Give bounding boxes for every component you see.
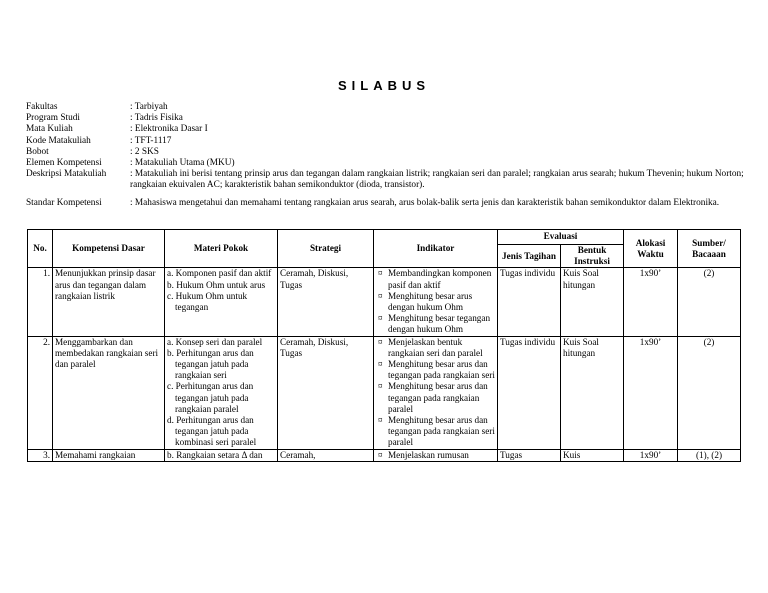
cell-no: 3. [28,449,53,461]
info-value: : 2 SKS [130,146,159,157]
cell-source: (2) [678,268,741,336]
info-value: : Elektronika Dasar I [130,124,208,135]
indicator-item: ¤ Menghitung besar arus dan tegangan pada rangkaian seri [378,359,495,381]
cell-indicator [374,449,498,461]
material-item: b. Hukum Ohm untuk arus [167,279,266,290]
bullet-icon: ¤ [378,381,383,392]
cell-strategy: Ceramah, Diskusi, Tugas [278,268,374,336]
indicator-item: ¤ Menghitung besar arus dengan hukum Ohm [378,290,473,313]
indicator-item: ¤ Membandingkan komponen pasif dan aktif [378,268,492,290]
info-course [26,124,746,135]
info-label: Kode Matakuliah [26,135,91,146]
header-no: No. [28,230,53,268]
header-strategy: Strategi [278,230,374,268]
material-item: b. Rangkaian setara Δ dan [167,449,263,460]
info-value: : Matakuliah Utama (MKU) [130,158,235,169]
table-row [28,268,741,336]
info-competency-element [26,158,746,169]
bullet-icon: ¤ [378,313,383,324]
info-course-description [26,169,746,191]
info-label: Fakultas [26,102,58,112]
cell-basic-competency: Menunjukkan prinsip dasar arus dan tegangan dalam rangkaian listrik [53,268,165,336]
cell-time-allocation: 1x90’ [624,268,678,336]
info-label: Elemen Kompetensi [26,158,102,169]
syllabus-table [27,229,741,462]
cell-assessment-type: Tugas individu [498,268,561,336]
material-item: b. Perhitungan arus dan tegangan jatuh pada rangkaian seri [167,347,254,381]
document-title: SILABUS [337,78,431,93]
bullet-icon: ¤ [378,268,383,279]
indicator-item: ¤ Menghitung besar arus dan tegangan pada rangkaian seri paralel [378,415,495,448]
material-item: a. Konsep seri dan paralel [167,336,263,347]
header-assessment-type: Jenis Tagihan [498,245,561,268]
indicator-item: ¤ Menjelaskan bentuk rangkaian seri dan paralel [378,336,483,358]
cell-main-material [165,268,278,336]
material-item: c. Hukum Ohm untuk tegangan [167,290,248,313]
cell-assessment-type: Tugas individu [498,336,561,449]
header-main-material: Materi Pokok [165,230,278,268]
info-label: Bobot [26,146,49,157]
header-indicator: Indikator [374,230,498,268]
cell-strategy: Ceramah, Diskusi, Tugas [278,336,374,449]
cell-no: 1. [28,268,53,336]
info-label: Mata Kuliah [26,124,73,135]
indicator-item: ¤ Menghitung besar arus dan tegangan pada rangkaian paralel [378,381,488,414]
bullet-icon: ¤ [378,359,383,370]
table-row [28,336,741,449]
material-item: d. Perhitungan arus dan tegangan jatuh pada kombinasi seri paralel [167,415,257,448]
cell-no: 2. [28,336,53,449]
cell-indicator [374,268,498,336]
header-basic-competency: Kompetensi Dasar [53,230,165,268]
cell-time-allocation: 1x90’ [624,336,678,449]
info-competency-standard [26,198,746,209]
info-value: : TFT-1117 [130,135,172,146]
bullet-icon: ¤ [378,290,383,301]
cell-source: (2) [678,336,741,449]
cell-instruction-form: Kuis Soal hitungan [561,336,624,449]
info-label: Deskripsi Matakuliah [26,169,107,180]
info-label: Program Studi [26,113,80,124]
cell-main-material [165,336,278,449]
header-source: Sumber/ Bacaaan [678,230,741,268]
header-evaluation: Evaluasi [498,230,624,245]
info-credits [26,147,746,158]
cell-instruction-form: Kuis Soal hitungan [561,268,624,336]
header-time-allocation: Alokasi Waktu [624,230,678,268]
cell-basic-competency: Menggambarkan dan membedakan rangkaian seri dan paralel [53,336,165,449]
material-item: a. Komponen pasif dan aktif [167,268,272,279]
cell-main-material [165,449,278,461]
cell-instruction-form: Kuis [561,449,624,461]
bullet-icon: ¤ [378,449,383,460]
info-value: : Tadris Fisika [130,113,183,124]
bullet-icon: ¤ [378,415,383,426]
cell-time-allocation: 1x90’ [624,449,678,461]
cell-basic-competency: Memahami rangkaian [53,449,165,461]
info-value: : Mahasiswa mengetahui dan memahami tentang rangkaian arus searah, arus bolak-balik serta jenis dan karakteristik bahan semikonduktor dalam Elektronika. [130,197,720,208]
info-study-program [26,113,746,124]
info-value: : Matakuliah ini berisi tentang prinsip arus dan tegangan dalam rangkaian listrik; rangkaian seri dan paralel; rangkaian arus searah; hukum Thevenin; hukum Norton; rangkaian ekuivalen AC; karakteristik bahan semikonduktor (dioda, transistor). [130,169,744,191]
info-label: Standar Kompetensi [26,197,102,208]
indicator-item: ¤ Menghitung besar tegangan dengan hukum Ohm [378,313,491,335]
cell-source: (1), (2) [678,449,741,461]
info-course-code [26,136,746,147]
info-faculty [26,102,746,113]
cell-indicator [374,336,498,449]
cell-strategy: Ceramah, [278,449,374,461]
info-value: : Tarbiyah [130,102,168,112]
material-item: c. Perhitungan arus dan tegangan jatuh pada rangkaian paralel [167,381,254,414]
header-instruction-form: Bentuk Instruksi [561,245,624,268]
table-row [28,449,741,461]
indicator-item: ¤ Menjelaskan rumusan [378,449,469,460]
course-info [26,102,746,209]
bullet-icon: ¤ [378,336,383,347]
cell-assessment-type: Tugas [498,449,561,461]
